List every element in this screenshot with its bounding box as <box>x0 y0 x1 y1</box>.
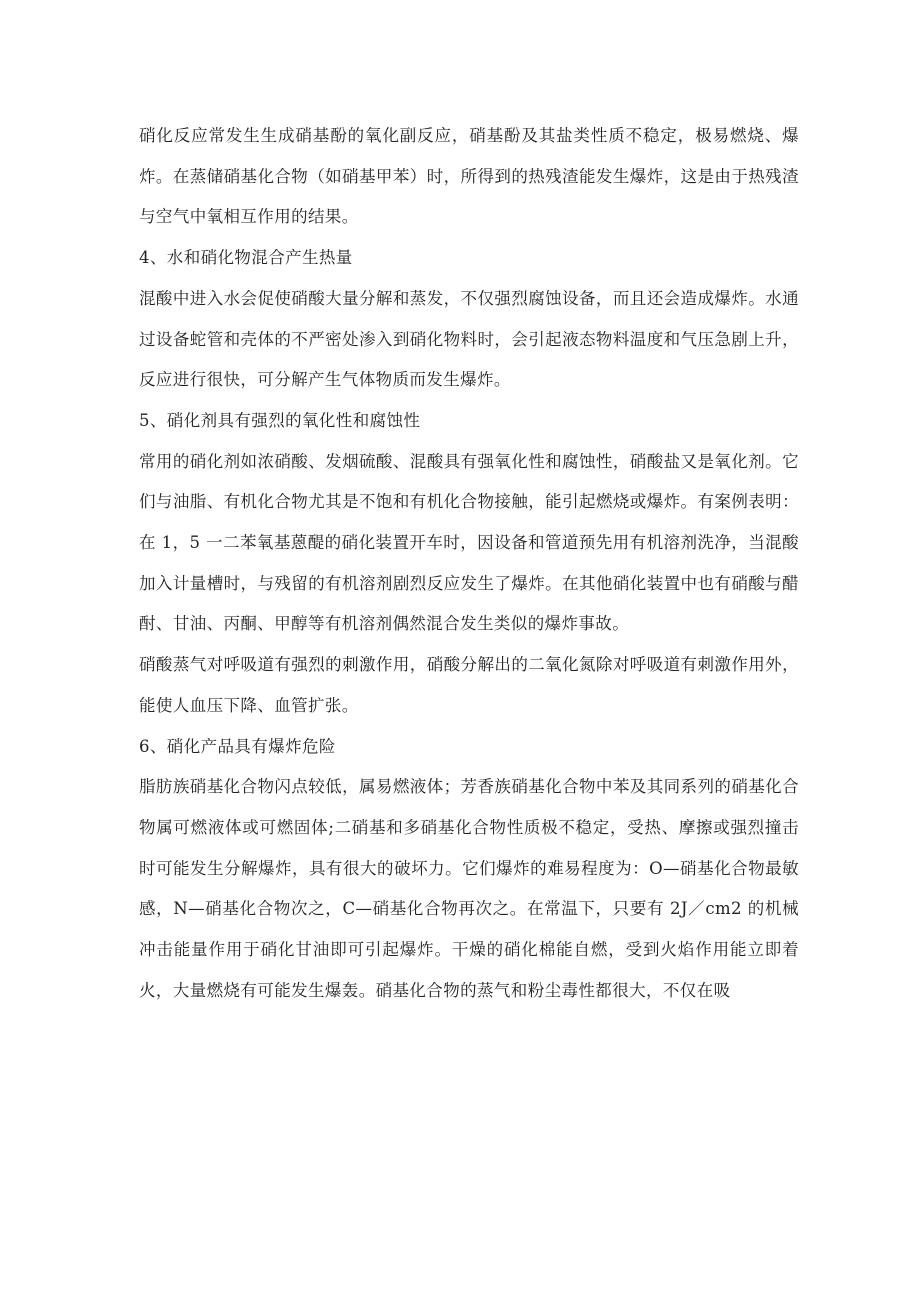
heading-nitration-products-explosive: 6、硝化产品具有爆炸危险 <box>139 736 336 756</box>
paragraph-nitric-acid-vapor: 硝酸蒸气对呼吸道有强烈的刺激作用，硝酸分解出的二氧化氮除对呼吸道有刺激作用外，能使人血压下降、血管扩张。 <box>139 655 799 715</box>
heading-nitrating-agent-oxidizing: 5、硝化剂具有强烈的氧化性和腐蚀性 <box>139 410 421 430</box>
heading-water-nitration-heat: 4、水和硝化物混合产生热量 <box>139 248 353 268</box>
paragraph-water-in-mixed-acid: 混酸中进入水会促使硝酸大量分解和蒸发，不仅强烈腐蚀设备，而且还会造成爆炸。水通过设备蛇管和壳体的不严密处渗入到硝化物料时，会引起液态物料温度和气压急剧上升，反应进行很快，可分解产生气体物质而发生爆炸。 <box>139 288 799 390</box>
paragraph-nitro-compounds: 脂肪族硝基化合物闪点较低，属易燃液体；芳香族硝基化合物中苯及其同系列的硝基化合物属可燃液体或可燃固体;二硝基和多硝基化合物性质极不稳定，受热、摩擦或强烈撞击时可能发生分解爆炸，具有很大的破坏力。它们爆炸的难易程度为：O—硝基化合物最敏感，N—硝基化合物次之，C—硝基化合物再次之。在常温下，只要有 2J／cm2 的机械冲击能量作用于硝化甘油即可引起爆炸。干燥的硝化棉能自燃，受到火焰作用能立即着火，大量燃烧有可能发生爆轰。硝基化合物的蒸气和粉尘毒性都很大，不仅在吸 <box>139 777 799 1000</box>
paragraph-nitrating-agents: 常用的硝化剂如浓硝酸、发烟硫酸、混酸具有强氧化性和腐蚀性，硝酸盐又是氧化剂。它们与油脂、有机化合物尤其是不饱和有机化合物接触，能引起燃烧或爆炸。有案例表明：在 1，5 一二苯氧基蒽醍的硝化装置开车时，因设备和管道预先用有机溶剂洗净，当混酸加入计量槽时，与残留的有机溶剂剧烈反应发生了爆炸。在其他硝化装置中也有硝酸与醋酎、甘油、丙酮、甲醇等有机溶剂偶然混合发生类似的爆炸事故。 <box>139 451 799 634</box>
document-body <box>139 116 799 1011</box>
paragraph-nitrophenol-side-reaction: 硝化反应常发生生成硝基酚的氧化副反应，硝基酚及其盐类性质不稳定，极易燃烧、爆炸。在蒸储硝基化合物（如硝基甲苯）时，所得到的热残渣能发生爆炸，这是由于热残渣与空气中氧相互作用的结果。 <box>139 126 799 227</box>
